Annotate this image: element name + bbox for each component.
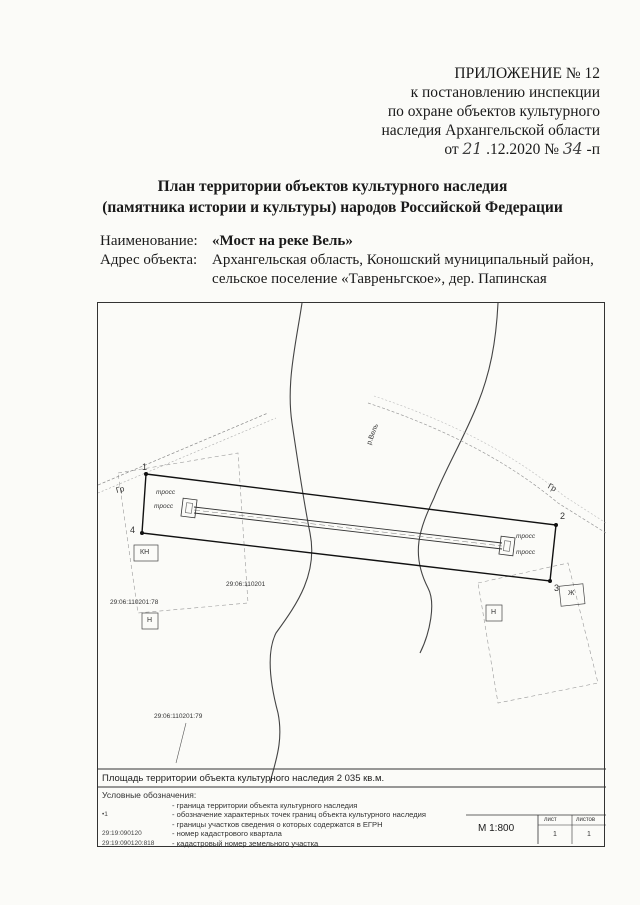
legend-desc: - номер кадастрового квартала [172,829,282,839]
river-bank-right [418,303,498,653]
legend-symbol: •1 [102,811,108,819]
appendix-line-2: к постановлению инспекции [410,84,600,101]
parcel-boundary-1 [118,453,248,613]
road-right-2 [374,396,606,523]
block-n-left-label: Н [147,617,153,624]
road-left [98,413,268,485]
river-bank-left [270,303,312,783]
bridge-deck-bottom [194,513,502,549]
appendix-line-1: ПРИЛОЖЕНИЕ № 12 [454,65,600,82]
trestle-label-left-2: тросс [154,503,174,510]
legend-item [102,830,467,840]
legend-symbol: 29:19:090120:818 [102,839,155,847]
trestle-label-left-1: тросс [156,489,176,496]
legend-desc: - граница территории объекта культурного наследия [172,800,358,810]
title-line-1: План территории объектов культурного наследия [157,178,508,195]
boundary-point-4 [140,531,144,535]
address-line-1: Архангельская область, Коношский муниципальный район, [212,252,594,268]
legend-item [102,820,467,830]
appendix-date-line [280,140,600,159]
legend [102,790,467,849]
block-zh-label: Ж [568,590,575,597]
point-label-3: 3 [554,583,560,593]
name-value: «Мост на реке Вель» [212,233,353,249]
date-rest: .12.2020 № [486,141,560,158]
point-label-2: 2 [560,511,566,521]
point-label-1: 1 [142,462,148,472]
parcel-number-1: 29:06:110201:78 [110,599,159,606]
appendix-line-3: по охране объектов культурного [387,103,600,120]
legend-desc: - кадастровый номер земельного участка [172,838,319,848]
legend-desc: - обозначение характерных точек границ объекта культурного наследия [172,810,426,820]
road-right [365,403,606,533]
legend-item [102,839,467,849]
map-drawing [98,303,606,848]
sheets-label: листов [576,817,596,823]
road-label-left: Гр [114,484,126,495]
boundary-point-2 [554,523,558,527]
abutment-left [181,498,197,518]
block-kn-label: КН [140,549,150,556]
parcel-number-2: 29:06:110201:79 [154,713,203,720]
point-label-4: 4 [130,525,136,535]
object-name-row [100,232,620,251]
address-line-2: сельское поселение «Тавреньгское», дер. Папинская [212,271,547,287]
sheet-label: лист [544,817,557,823]
object-boundary [142,474,559,581]
date-prefix: от [444,141,459,158]
sheets-number: 1 [587,831,591,838]
river-label: р.Вель [365,423,380,446]
legend-item [102,801,467,811]
document-title [60,176,605,218]
road-label-right: Гр [546,481,559,494]
road-left-2 [98,418,276,493]
legend-title: Условные обозначения: [102,790,197,800]
cadastre-quarter: 29:06:110201 [226,581,266,588]
title-line-2: (памятника истории и культуры) народов Российской Федерации [102,199,563,216]
legend-symbol: 29:19:090120 [102,830,142,838]
legend-item [102,811,467,821]
date-number: 34 [562,140,583,158]
object-address-row [100,251,620,270]
trestle-label-right-2: тросс [516,549,536,556]
address-label: Адрес объекта: [100,252,198,268]
block-n-right-label: Н [491,609,497,616]
parcel-leader [176,723,186,763]
site-plan-map [97,302,605,847]
boundary-point-1 [144,472,148,476]
legend-desc: - границы участков сведения о которых содержатся в ЕГРН [172,819,383,829]
bridge-axis [194,510,502,546]
boundary-point-3 [548,579,552,583]
date-day: 21 [462,140,483,158]
name-label: Наименование: [100,233,198,249]
sheet-number: 1 [553,831,557,838]
abutment-left-inner [185,503,192,514]
trestle-label-right-1: тросс [516,533,536,540]
abutment-right-inner [503,541,510,552]
appendix-header [280,64,600,159]
area-text: Площадь территории объекта культурного наследия 2 035 кв.м. [102,773,385,784]
map-scale: М 1:800 [478,823,515,834]
appendix-line-4: наследия Архангельской области [381,122,600,139]
date-suffix: -п [586,141,600,158]
object-info [100,232,620,289]
